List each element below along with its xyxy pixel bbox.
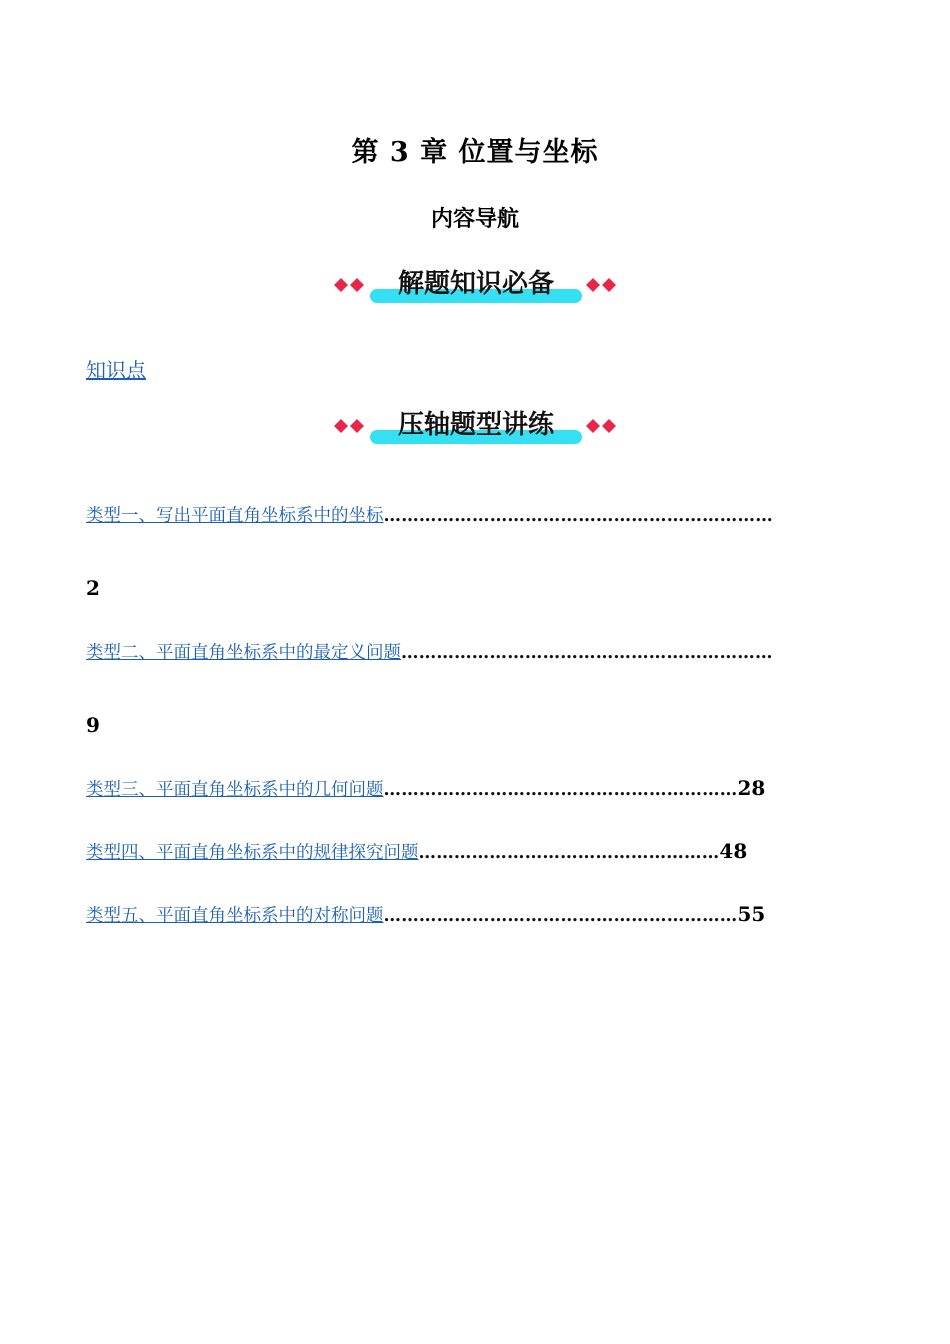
toc-page-number: 48	[719, 839, 748, 863]
banner-label: 压轴题型讲练	[397, 410, 554, 440]
toc-leader-dots: ……………………………………………	[418, 843, 720, 863]
diamond-decoration-icon	[586, 278, 618, 292]
content-navigation-subtitle: 内容导航	[430, 206, 519, 232]
diamond-decoration-icon	[334, 419, 366, 433]
toc-leader-dots: ………………………………………………………	[401, 643, 773, 663]
toc-page-number: 28	[737, 776, 766, 800]
diamond-decoration-icon	[334, 278, 366, 292]
toc-page-number: 55	[737, 902, 766, 926]
toc-entry-type-3	[86, 776, 860, 801]
toc-leader-dots: ……………………………………………………	[383, 906, 738, 926]
toc-entry-type-1	[86, 502, 860, 527]
chapter-title: 第 3 章 位置与坐标	[351, 137, 599, 168]
diamond-decoration-icon	[586, 419, 618, 433]
toc-link-type-3[interactable]: 类型三、平面直角坐标系中的几何问题	[86, 780, 384, 800]
banner-label: 解题知识必备	[397, 269, 554, 299]
toc-entry-type-4	[86, 839, 860, 864]
toc-link-type-4[interactable]: 类型四、平面直角坐标系中的规律探究问题	[86, 843, 419, 863]
toc-page-number: 9	[86, 713, 100, 737]
toc-link-type-5[interactable]: 类型五、平面直角坐标系中的对称问题	[86, 906, 384, 926]
knowledge-points-link[interactable]: 知识点	[86, 358, 146, 382]
toc-leader-dots: ……………………………………………………	[383, 780, 738, 800]
banner-knowledge-essentials	[0, 264, 950, 310]
toc-link-type-2[interactable]: 类型二、平面直角坐标系中的最定义问题	[86, 643, 401, 663]
toc-leader-dots: …………………………………………………………	[383, 506, 773, 526]
toc-page-number: 2	[86, 576, 100, 600]
toc-entry-type-5	[86, 902, 860, 927]
banner-key-problem-types	[0, 405, 950, 451]
toc-link-type-1[interactable]: 类型一、写出平面直角坐标系中的坐标	[86, 506, 384, 526]
toc-entry-type-2	[86, 639, 860, 664]
